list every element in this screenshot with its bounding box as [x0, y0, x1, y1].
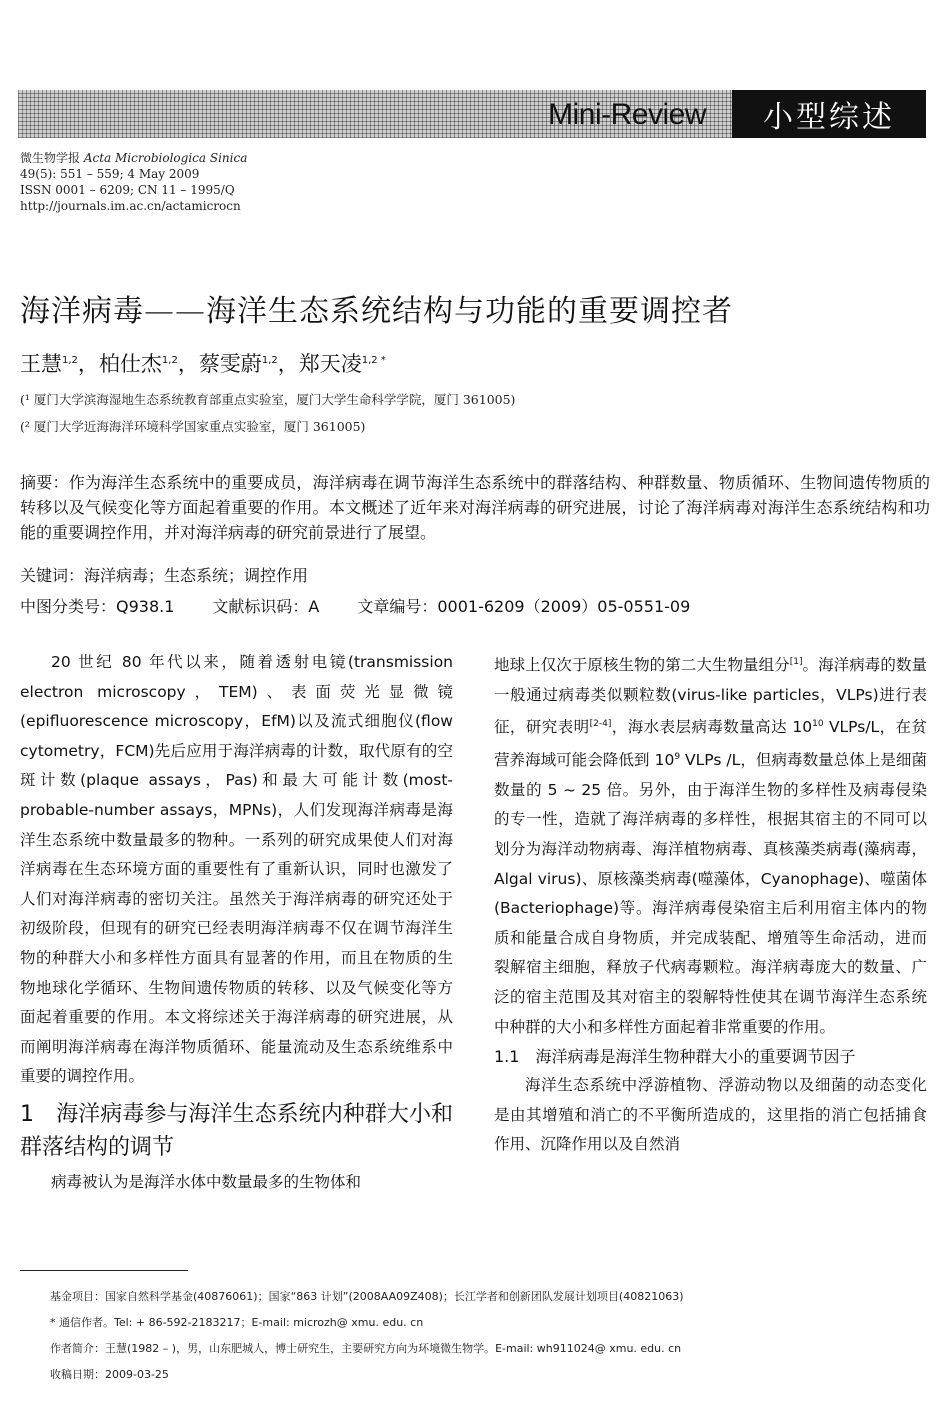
paragraph: 病毒被认为是海洋水体中数量最多的生物体和: [51, 1172, 362, 1191]
body-right-column: [494, 648, 927, 1160]
header-band: [18, 90, 732, 138]
citation[interactable]: [2-4]: [589, 719, 612, 730]
paragraph: 海洋生态系统中浮游植物、浮游动物以及细菌的动态变化是由其增殖和消亡的不平衡所造成的，这里指的消亡包括捕食作用、沉降作用以及自然消: [494, 1076, 927, 1154]
author-affil-marker: 1,2: [62, 355, 78, 366]
mini-review-cn-label: 小型综述: [732, 90, 926, 138]
journal-name-en: Acta Microbiologica Sinica: [83, 151, 248, 165]
author-name: 王慧: [20, 352, 62, 376]
keywords: 关键词：海洋病毒；生态系统；调控作用: [20, 566, 309, 585]
article-title: 海洋病毒——海洋生态系统结构与功能的重要调控者: [20, 294, 733, 329]
affiliation-1: (¹ 厦门大学滨海湿地生态系统教育部重点实验室，厦门大学生命科学学院，厦门 361005): [20, 392, 516, 407]
author-separator: ，: [277, 352, 299, 376]
section-heading: 1 海洋病毒参与海洋生态系统内种群大小和群落结构的调节: [20, 1101, 453, 1160]
journal-url[interactable]: http://journals.im.ac.cn/actamicrocn: [20, 199, 241, 213]
paragraph: [494, 648, 927, 1042]
footnote-divider: [20, 1270, 188, 1271]
journal-issue: 49(5): 551 – 559; 4 May 2009: [20, 167, 200, 181]
author-separator: ，: [177, 352, 199, 376]
text-run: 地球上仅次于原核生物的第二大生物量组分: [494, 656, 790, 675]
author-affil-marker: 1,2 *: [361, 355, 386, 366]
document-code: 文献标识码：A: [212, 597, 320, 616]
exponent: 10: [812, 719, 824, 730]
footnote-received: 收稿日期：2009-03-25: [50, 1368, 169, 1381]
affiliation-2: (² 厦门大学近海海洋环境科学国家重点实验室，厦门 361005): [20, 419, 366, 434]
text-run: 。海洋病毒的数量一般通过病毒类似颗粒数(virus-like particles，VLPs)进行表征，研究表明: [494, 656, 927, 737]
body-left-column: [20, 648, 453, 1198]
text-run: ，海水表层病毒数量高达 10: [611, 718, 813, 737]
author-list: [20, 348, 386, 378]
classification-row: [20, 594, 690, 617]
journal-name-cn: 微生物学报: [20, 151, 81, 165]
author-name: 蔡雯蔚: [198, 352, 262, 376]
author-name: 柏仕杰: [98, 352, 162, 376]
text-run: VLPs /L，但病毒数量总体上是细菌数量的 5 ~ 25 倍。另外，由于海洋生物的多样性及病毒侵染的专一性，造就了海洋病毒的多样性，根据其宿主的不同可以划分为海洋动物病毒、海洋植物病毒、真核藻类病毒(藻病毒，Algal virus)、原核藻类病毒(噬藻体，Cyanophage)、噬菌体(Bacteriophage)等。海洋病毒侵染宿主后利用宿主体内的物质和能量合成自身物质，并完成装配、增殖等生命活动，进而裂解宿主细胞，释放子代病毒颗粒。海洋病毒庞大的数量、广泛的宿主范围及其对宿主的裂解特性使其在调节海洋生态系统中种群的大小和多样性方面起着非常重要的作用。: [494, 751, 927, 1036]
text-run: VLPs/L，在贫营养海域可能会降低到 10: [494, 718, 927, 770]
abstract: 摘要：作为海洋生态系统中的重要成员，海洋病毒在调节海洋生态系统中的群落结构、种群数量、物质循环、生物间遗传物质的转移以及气候变化等方面起着重要的作用。本文概述了近年来对海洋病毒的研究进展，讨论了海洋病毒对海洋生态系统结构和功能的重要调控作用，并对海洋病毒的研究前景进行了展望。: [20, 473, 930, 542]
citation[interactable]: [1]: [789, 657, 803, 667]
author-affil-marker: 1,2: [161, 355, 178, 366]
paragraph: 20 世纪 80 年代以来，随着透射电镜(transmission electron microscopy，TEM)、表面荧光显微镜(epifluorescence microscopy，EfM)以及流式细胞仪(flow cytometry，FCM)先后应用于海洋病毒的计数，取代原有的空斑计数(plaque assays，Pas)和最大可能计数(most-probable-number assays，MPNs)，人们发现海洋病毒是海洋生态系统中数量最多的物种。一系列的研究成果使人们对海洋病毒在生态环境方面的重要性有了重新认识，同时也激发了人们对海洋病毒的密切关注。虽然关于海洋病毒的研究还处于初级阶段，但现有的研究已经表明海洋病毒不仅在调节海洋生物的种群大小和多样性方面具有显著的作用，而且在物质的生物地球化学循环、生物间遗传物质的转移、以及气候变化等方面起着重要的作用。本文将综述关于海洋病毒的研究进展，从而阐明海洋病毒在海洋物质循环、能量流动及生态系统维系中重要的调控作用。: [20, 653, 453, 1086]
author-separator: ，: [77, 352, 99, 376]
clc-number: 中图分类号：Q938.1: [20, 597, 175, 616]
footnote-author-bio: 作者简介：王慧(1982 – )，男，山东肥城人，博士研究生，主要研究方向为环境微生物学。E-mail: wh911024@ xmu. edu. cn: [50, 1342, 682, 1355]
article-number: 文章编号：0001-6209（2009）05-0551-09: [357, 597, 691, 616]
author-affil-marker: 1,2: [261, 355, 278, 366]
exponent: 9: [674, 752, 681, 763]
journal-meta: [20, 150, 247, 214]
footnote-corresponding: * 通信作者。Tel: + 86-592-2183217；E-mail: microzh@ xmu. edu. cn: [50, 1316, 424, 1329]
author-name: 郑天凌: [298, 352, 362, 376]
footnote-fund: 基金项目：国家自然科学基金(40876061)；国家“863 计划”(2008AA09Z408)；长江学者和创新团队发展计划项目(40821063): [50, 1290, 684, 1303]
subsection-heading: 1.1 海洋病毒是海洋生物种群大小的重要调节因子: [494, 1047, 856, 1067]
mini-review-label: Mini-Review: [548, 98, 706, 131]
journal-issn: ISSN 0001 – 6209; CN 11 – 1995/Q: [20, 183, 235, 197]
